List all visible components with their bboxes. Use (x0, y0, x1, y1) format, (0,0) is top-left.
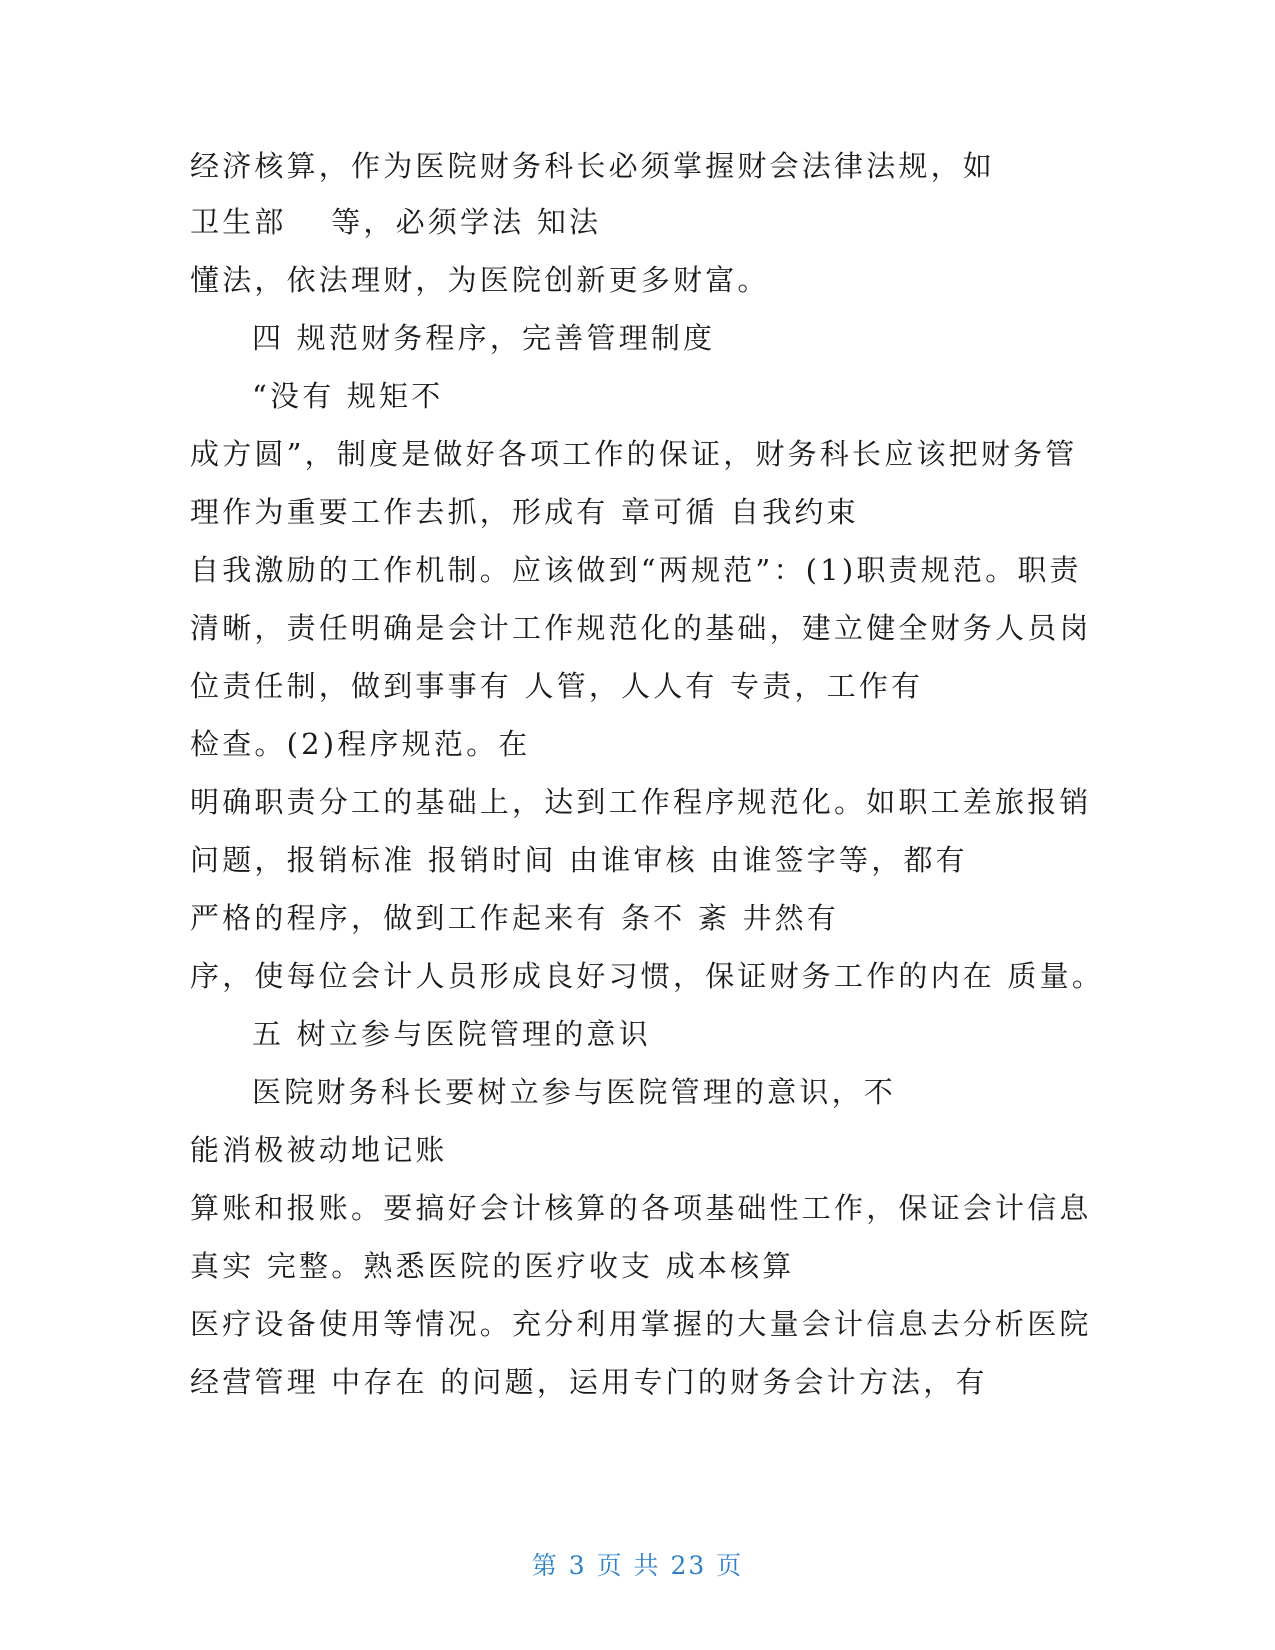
text-line: 经济核算，作为医院财务科长必须掌握财会法律法规，如 (190, 149, 996, 183)
text-line: 位责任制，做到事事有 人管，人人有 专责，工作有 (190, 669, 924, 703)
page-number-footer: 第 3 页 共 23 页 (531, 1551, 744, 1580)
text-line: 医院财务科长要树立参与医院管理的意识，不 (252, 1075, 897, 1109)
text-line: 真实 完整。熟悉医院的医疗收支 成本核算 (190, 1249, 795, 1283)
text-line: 卫生部 等，必须学法 知法 (190, 205, 602, 239)
section-heading: 五 树立参与医院管理的意识 (252, 1017, 651, 1051)
text-line: “没有 规矩不 (252, 379, 444, 413)
text-line: 清晰，责任明确是会计工作规范化的基础，建立健全财务人员岗 (190, 611, 1092, 645)
text-line: 经营管理 中存在 的问题，运用专门的财务会计方法，有 (190, 1365, 988, 1399)
text-line: 算账和报账。要搞好会计核算的各项基础性工作，保证会计信息 (190, 1191, 1092, 1225)
text-line: 检查。(2)程序规范。在 (190, 727, 531, 761)
text-line: 问题，报销标准 报销时间 由谁审核 由谁签字等，都有 (190, 843, 968, 877)
text-line: 明确职责分工的基础上，达到工作程序规范化。如职工差旅报销 (190, 785, 1092, 819)
text-line: 严格的程序，做到工作起来有 条不 紊 井然有 (190, 901, 840, 935)
text-line: 理作为重要工作去抓，形成有 章可循 自我约束 (190, 495, 859, 529)
text-line: 能消极被动地记账 (190, 1133, 448, 1167)
text-line: 医疗设备使用等情况。充分利用掌握的大量会计信息去分析医院 (190, 1307, 1092, 1341)
text-line: 懂法，依法理财，为医院创新更多财富。 (190, 263, 770, 297)
text-line: 成方圆”，制度是做好各项工作的保证，财务科长应该把财务管 (190, 437, 1078, 471)
section-heading: 四 规范财务程序，完善管理制度 (252, 321, 716, 355)
text-line: 序，使每位会计人员形成良好习惯，保证财务工作的内在 质量。 (190, 959, 1105, 993)
text-line: 自我激励的工作机制。应该做到“两规范”：(1)职责规范。职责 (190, 553, 1082, 587)
